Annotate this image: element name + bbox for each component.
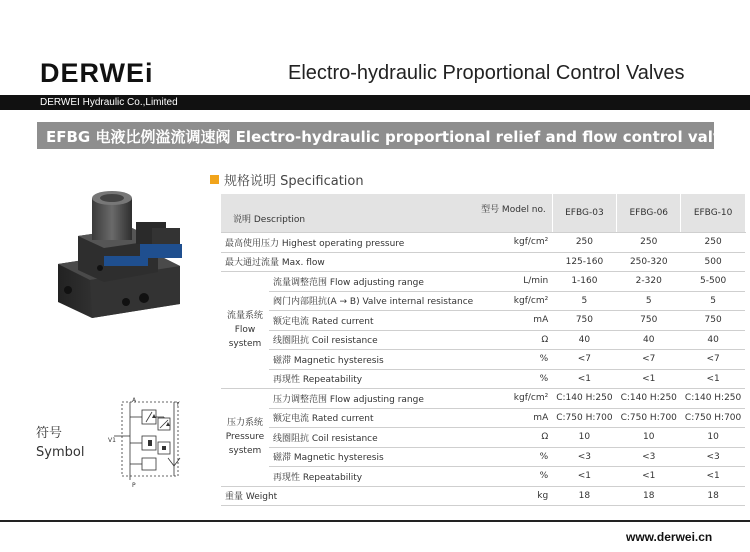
table-row [221, 330, 745, 350]
flow-system-category [221, 272, 269, 389]
table-row [221, 233, 745, 253]
row-value: 750 [681, 311, 745, 331]
symbol-label [36, 424, 84, 462]
row-label: 流量调整范围 Flow adjusting range [269, 272, 477, 292]
row-value: 1-160 [552, 272, 616, 292]
company-logo: DERWEi [40, 58, 154, 88]
table-row [221, 467, 745, 487]
row-unit: % [477, 369, 552, 389]
row-unit: L/min [477, 272, 552, 292]
table-row [221, 272, 745, 292]
row-unit: kgf/cm² [477, 389, 552, 409]
table-row [221, 389, 745, 409]
table-row [221, 428, 745, 448]
row-value: 250 [552, 233, 616, 253]
row-value: <1 [681, 467, 745, 487]
category-cn: 压力系统 [226, 418, 263, 429]
table-row [221, 408, 745, 428]
row-label: 重量 Weight [221, 486, 477, 506]
row-label: 阀门内部阻抗(A → B) Valve internal resistance [269, 291, 477, 311]
bullet-square-icon [210, 175, 219, 184]
row-label: 磁滞 Magnetic hysteresis [269, 447, 477, 467]
row-value: 18 [681, 486, 745, 506]
specification-table [221, 194, 746, 506]
row-label: 再现性 Repeatability [269, 467, 477, 487]
hydraulic-symbol-diagram [108, 396, 190, 488]
company-name: DERWEI Hydraulic Co.,Limited [40, 97, 178, 108]
valve-product-image [40, 186, 190, 346]
row-label: 磁滞 Magnetic hysteresis [269, 350, 477, 370]
row-value: C:750 H:700 [617, 408, 681, 428]
category-en: Pressure [225, 432, 265, 443]
row-unit: kgf/cm² [477, 233, 552, 253]
model-no-label: 型号 Model no. [481, 205, 546, 215]
row-value: 40 [681, 330, 745, 350]
row-label: 额定电流 Rated current [269, 311, 477, 331]
website-link[interactable]: www.derwei.cn [626, 530, 713, 544]
row-value: 250-320 [617, 252, 681, 272]
row-value: 750 [552, 311, 616, 331]
row-value: <7 [681, 350, 745, 370]
table-row [221, 486, 745, 506]
row-unit: % [477, 350, 552, 370]
row-value: <1 [552, 369, 616, 389]
row-value: 40 [617, 330, 681, 350]
row-value: 5 [552, 291, 616, 311]
table-row [221, 447, 745, 467]
table-row [221, 252, 745, 272]
product-title: EFBG 电液比例溢流调速阀 Electro-hydraulic proportional relief and flow control valves [46, 128, 742, 146]
row-value: <7 [552, 350, 616, 370]
symbol-label-cn: 符号 [36, 426, 63, 441]
model-header: EFBG-10 [681, 194, 745, 233]
row-value: 5-500 [681, 272, 745, 292]
row-label: 线圈阻抗 Coil resistance [269, 428, 477, 448]
row-value: 18 [617, 486, 681, 506]
row-unit: kgf/cm² [477, 291, 552, 311]
row-unit: kg [477, 486, 552, 506]
row-value: C:140 H:250 [681, 389, 745, 409]
port-label-v1: V1 [108, 437, 116, 444]
row-value: <1 [617, 467, 681, 487]
row-value: 18 [552, 486, 616, 506]
category-en: system [228, 339, 262, 349]
port-label-y: Y [176, 401, 180, 408]
port-label-p: P [132, 482, 136, 488]
category-en: Flow [234, 325, 256, 335]
row-label: 最高使用压力 Highest operating pressure [221, 233, 477, 253]
port-label-a: A [132, 397, 137, 404]
row-label: 线圈阻抗 Coil resistance [269, 330, 477, 350]
row-value: 5 [681, 291, 745, 311]
row-unit: mA [477, 408, 552, 428]
row-unit: Ω [477, 428, 552, 448]
table-row [221, 369, 745, 389]
row-value: 750 [617, 311, 681, 331]
row-value: <7 [617, 350, 681, 370]
row-unit: Ω [477, 330, 552, 350]
model-header: EFBG-06 [617, 194, 681, 233]
row-value: <1 [552, 467, 616, 487]
row-value: 10 [681, 428, 745, 448]
category-en: system [228, 446, 262, 457]
pressure-system-category [221, 389, 269, 487]
row-label: 额定电流 Rated current [269, 408, 477, 428]
row-unit: % [477, 467, 552, 487]
row-label: 最大通过流量 Max. flow [221, 252, 477, 272]
description-label: 说明 Description [233, 215, 306, 225]
page-title: Electro-hydraulic Proportional Control Valves [288, 62, 685, 84]
row-value: <3 [681, 447, 745, 467]
row-value: 10 [617, 428, 681, 448]
table-header-row [221, 194, 745, 233]
row-unit [477, 252, 552, 272]
row-value: 10 [552, 428, 616, 448]
row-value: <3 [552, 447, 616, 467]
row-value: 500 [681, 252, 745, 272]
row-value: C:750 H:700 [681, 408, 745, 428]
row-value: 125-160 [552, 252, 616, 272]
model-header: EFBG-03 [552, 194, 616, 233]
row-value: 5 [617, 291, 681, 311]
row-value: <3 [617, 447, 681, 467]
table-row [221, 291, 745, 311]
row-label: 压力调整范围 Flow adjusting range [269, 389, 477, 409]
table-row [221, 350, 745, 370]
spec-heading-text: 规格说明 Specification [224, 174, 364, 189]
symbol-label-en: Symbol [36, 445, 85, 460]
row-label: 再现性 Repeatability [269, 369, 477, 389]
header-corner-cell [221, 194, 552, 233]
row-value: C:140 H:250 [552, 389, 616, 409]
row-value: 2-320 [617, 272, 681, 292]
spec-heading [210, 170, 364, 189]
row-value: <1 [617, 369, 681, 389]
row-unit: mA [477, 311, 552, 331]
footer-divider [0, 520, 750, 522]
row-value: 250 [681, 233, 745, 253]
category-cn: 流量系统 [226, 311, 263, 321]
row-value: 250 [617, 233, 681, 253]
row-value: C:750 H:700 [552, 408, 616, 428]
table-row [221, 311, 745, 331]
row-value: <1 [681, 369, 745, 389]
row-value: 40 [552, 330, 616, 350]
row-unit: % [477, 447, 552, 467]
row-value: C:140 H:250 [617, 389, 681, 409]
